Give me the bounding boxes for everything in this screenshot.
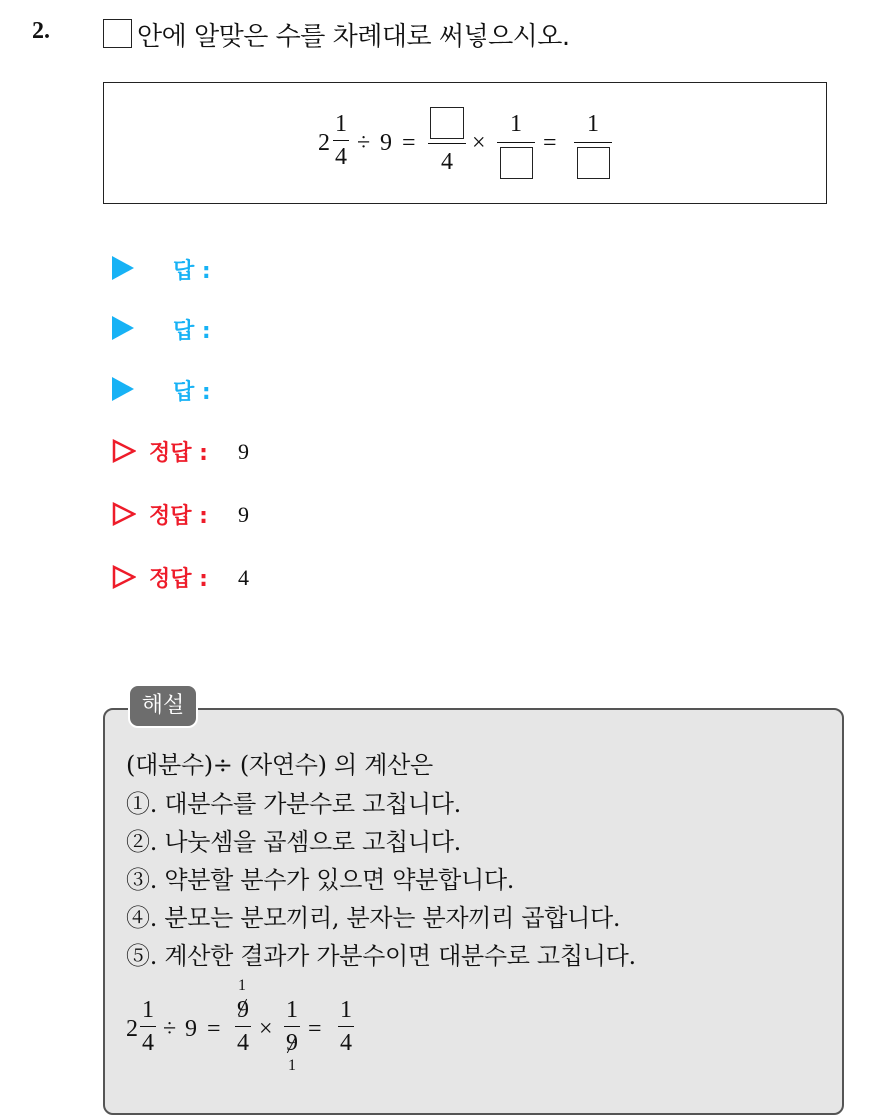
answer-label-2: 답 : (173, 319, 211, 344)
eq-num4: 1 (587, 111, 599, 137)
explanation-line-5: ④. 분모는 분모끼리, 분자는 분자끼리 곱합니다. (126, 904, 621, 932)
solution-label-3: 정답 : (149, 567, 208, 592)
eq-nine: 9 (380, 130, 392, 156)
solution-label-1: 정답 : (149, 441, 208, 466)
blank-box-icon (103, 19, 132, 48)
exp-divide: ÷ (163, 1016, 177, 1042)
exp-num4: 1 (340, 997, 352, 1023)
eq-num3: 1 (510, 111, 522, 137)
question-number: 2. (32, 18, 50, 44)
exp-den2: 4 (237, 1030, 249, 1056)
explanation-line-2: ①. 대분수를 가분수로 고칩니다. (126, 790, 461, 818)
exp-den4: 4 (340, 1030, 352, 1056)
explanation-line-4: ③. 약분할 분수가 있으면 약분합니다. (126, 866, 515, 894)
eq-den2: 4 (441, 149, 453, 175)
exp-times: × (259, 1016, 273, 1042)
question-text: 안에 알맞은 수를 차례대로 써넣으시오. (137, 22, 570, 52)
eq-num1: 1 (335, 111, 347, 137)
exp-nine: 9 (185, 1016, 197, 1042)
exp-equals-1: = (207, 1016, 221, 1042)
exp-num2: 9 (237, 997, 249, 1023)
exp-num1: 1 (142, 997, 154, 1023)
exp-den1: 4 (142, 1030, 154, 1056)
exp-num3: 1 (286, 997, 298, 1023)
exp-cancel-top: 1 (238, 977, 246, 994)
eq-den1: 4 (335, 144, 347, 170)
exp-whole: 2 (126, 1016, 138, 1042)
answer-arrow-icon (112, 316, 134, 340)
explanation-line-3: ②. 나눗셈을 곱셈으로 고칩니다. (126, 828, 461, 856)
explanation-line-1: (대분수)÷ (자연수) 의 계산은 (126, 751, 433, 779)
explanation-tab: 해설 (128, 684, 198, 728)
answer-blank-1[interactable] (430, 107, 464, 139)
answer-arrow-icon (112, 256, 134, 280)
eq-times: × (472, 130, 486, 156)
eq-fraction-3 (497, 112, 535, 179)
solution-arrow-icon (112, 565, 136, 589)
solution-value-2: 9 (238, 502, 249, 527)
answer-label-3: 답 : (173, 380, 211, 405)
explanation-line-6: ⑤. 계산한 결과가 가분수이면 대분수로 고칩니다. (126, 942, 636, 970)
eq-fraction-2 (428, 107, 466, 174)
exp-cancel-bottom: 1 (288, 1057, 296, 1074)
solution-arrow-icon (112, 502, 136, 526)
answer-arrow-icon (112, 377, 134, 401)
exp-equals-2: = (308, 1016, 322, 1042)
eq-divide: ÷ (357, 130, 371, 156)
solution-arrow-icon (112, 439, 136, 463)
eq-whole: 2 (318, 130, 330, 156)
eq-equals-2: = (543, 130, 557, 156)
eq-fraction-1 (333, 112, 349, 169)
answer-blank-2[interactable] (500, 147, 533, 179)
exp-den3: 9 (286, 1030, 298, 1056)
solution-label-2: 정답 : (149, 504, 208, 529)
solution-value-1: 9 (238, 439, 249, 464)
answer-label-1: 답 : (173, 259, 211, 284)
eq-fraction-4 (574, 112, 612, 179)
solution-value-3: 4 (238, 565, 249, 590)
eq-equals-1: = (402, 130, 416, 156)
answer-blank-3[interactable] (577, 147, 610, 179)
